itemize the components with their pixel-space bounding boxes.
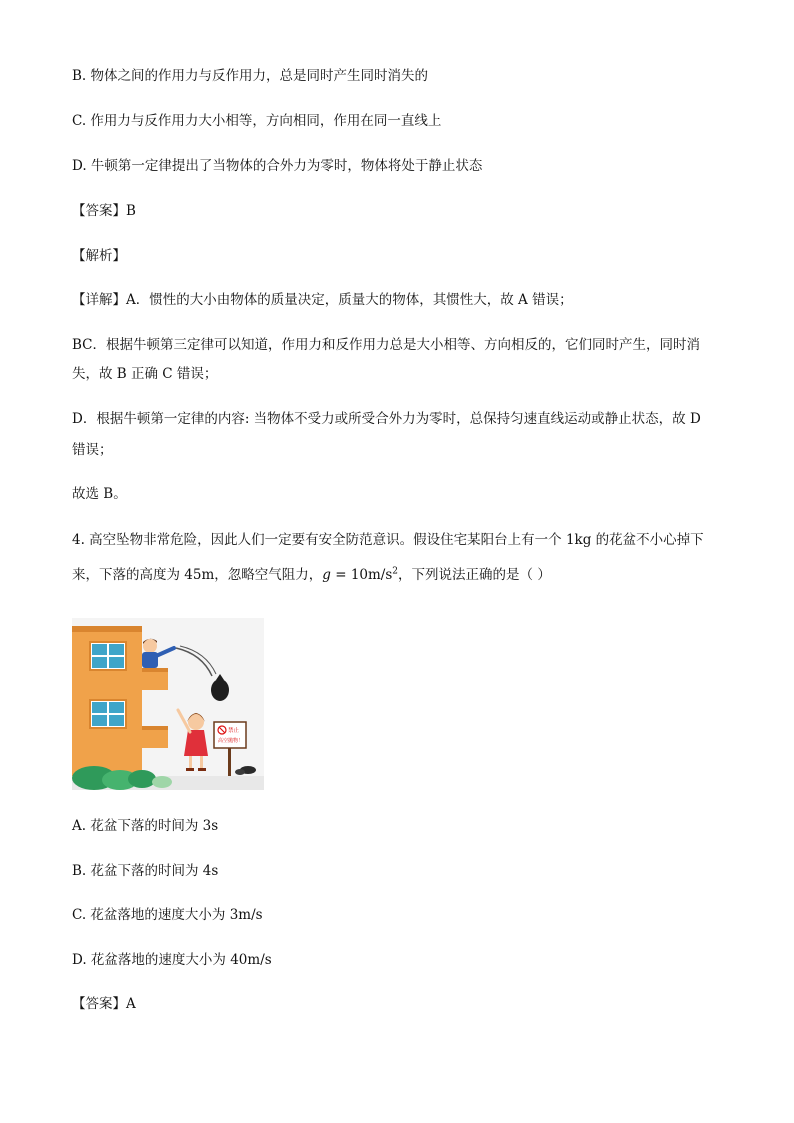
sign-text-1: 禁止 — [228, 728, 240, 734]
option-d-prev: D. 牛顿第一定律提出了当物体的合外力为零时，物体将处于静止状态 — [72, 158, 483, 174]
question-4-text-post: ，下列说法正确的是（ ） — [398, 567, 551, 583]
question-4-option-d: D. 花盆落地的速度大小为 40m/s — [72, 952, 272, 968]
detail-line-5: 错误； — [72, 442, 113, 458]
formula-value: = 10m/s — [330, 567, 393, 583]
detail-line-2: BC．根据牛顿第三定律可以知道，作用力和反作用力总是大小相等、方向相反的，它们同时产生，同时消 — [72, 337, 700, 353]
sign-text-2: 高空抛物！ — [218, 738, 244, 744]
answer-prev — [72, 201, 136, 221]
formula-exponent: 2 — [392, 566, 399, 577]
question-4-answer — [72, 994, 136, 1014]
detail-line-3: 失，故 B 正确 C 错误； — [72, 366, 218, 382]
question-4-option-c: C. 花盆落地的速度大小为 3m/s — [72, 907, 263, 923]
question-4-line-2 — [72, 565, 551, 585]
answer-value: A — [126, 996, 136, 1012]
option-b-prev: B. 物体之间的作用力与反作用力，总是同时产生同时消失的 — [72, 68, 429, 84]
answer-value: B — [126, 203, 136, 219]
analysis-label: 【解析】 — [72, 248, 126, 264]
question-4-option-b: B. 花盆下落的时间为 4s — [72, 863, 219, 879]
detail-line-6: 故选 B。 — [72, 486, 127, 502]
falling-flowerpot-illustration — [72, 618, 264, 790]
answer-label: 【答案】 — [72, 996, 126, 1012]
option-c-prev: C. 作用力与反作用力大小相等，方向相同，作用在同一直线上 — [72, 113, 442, 129]
question-4-line-1: 4. 高空坠物非常危险，因此人们一定要有安全防范意识。假设住宅某阳台上有一个 1kg 的花盆不小心掉下 — [72, 532, 704, 548]
warning-sign — [214, 722, 246, 748]
detail-line-4: D．根据牛顿第一定律的内容: 当物体不受力或所受合外力为零时，总保持匀速直线运动或静止状态，故 D — [72, 411, 701, 427]
flowerpot — [211, 679, 229, 701]
warning-sign-post — [228, 746, 231, 776]
detail-line-1: 【详解】A．惯性的大小由物体的质量决定，质量大的物体，其惯性大，故 A 错误； — [72, 292, 573, 308]
question-4-option-a: A. 花盆下落的时间为 3s — [72, 818, 219, 834]
question-4-text-pre: 来，下落的高度为 45m，忽略空气阻力， — [72, 567, 323, 583]
answer-label: 【答案】 — [72, 203, 126, 219]
formula-g: g — [322, 567, 331, 583]
